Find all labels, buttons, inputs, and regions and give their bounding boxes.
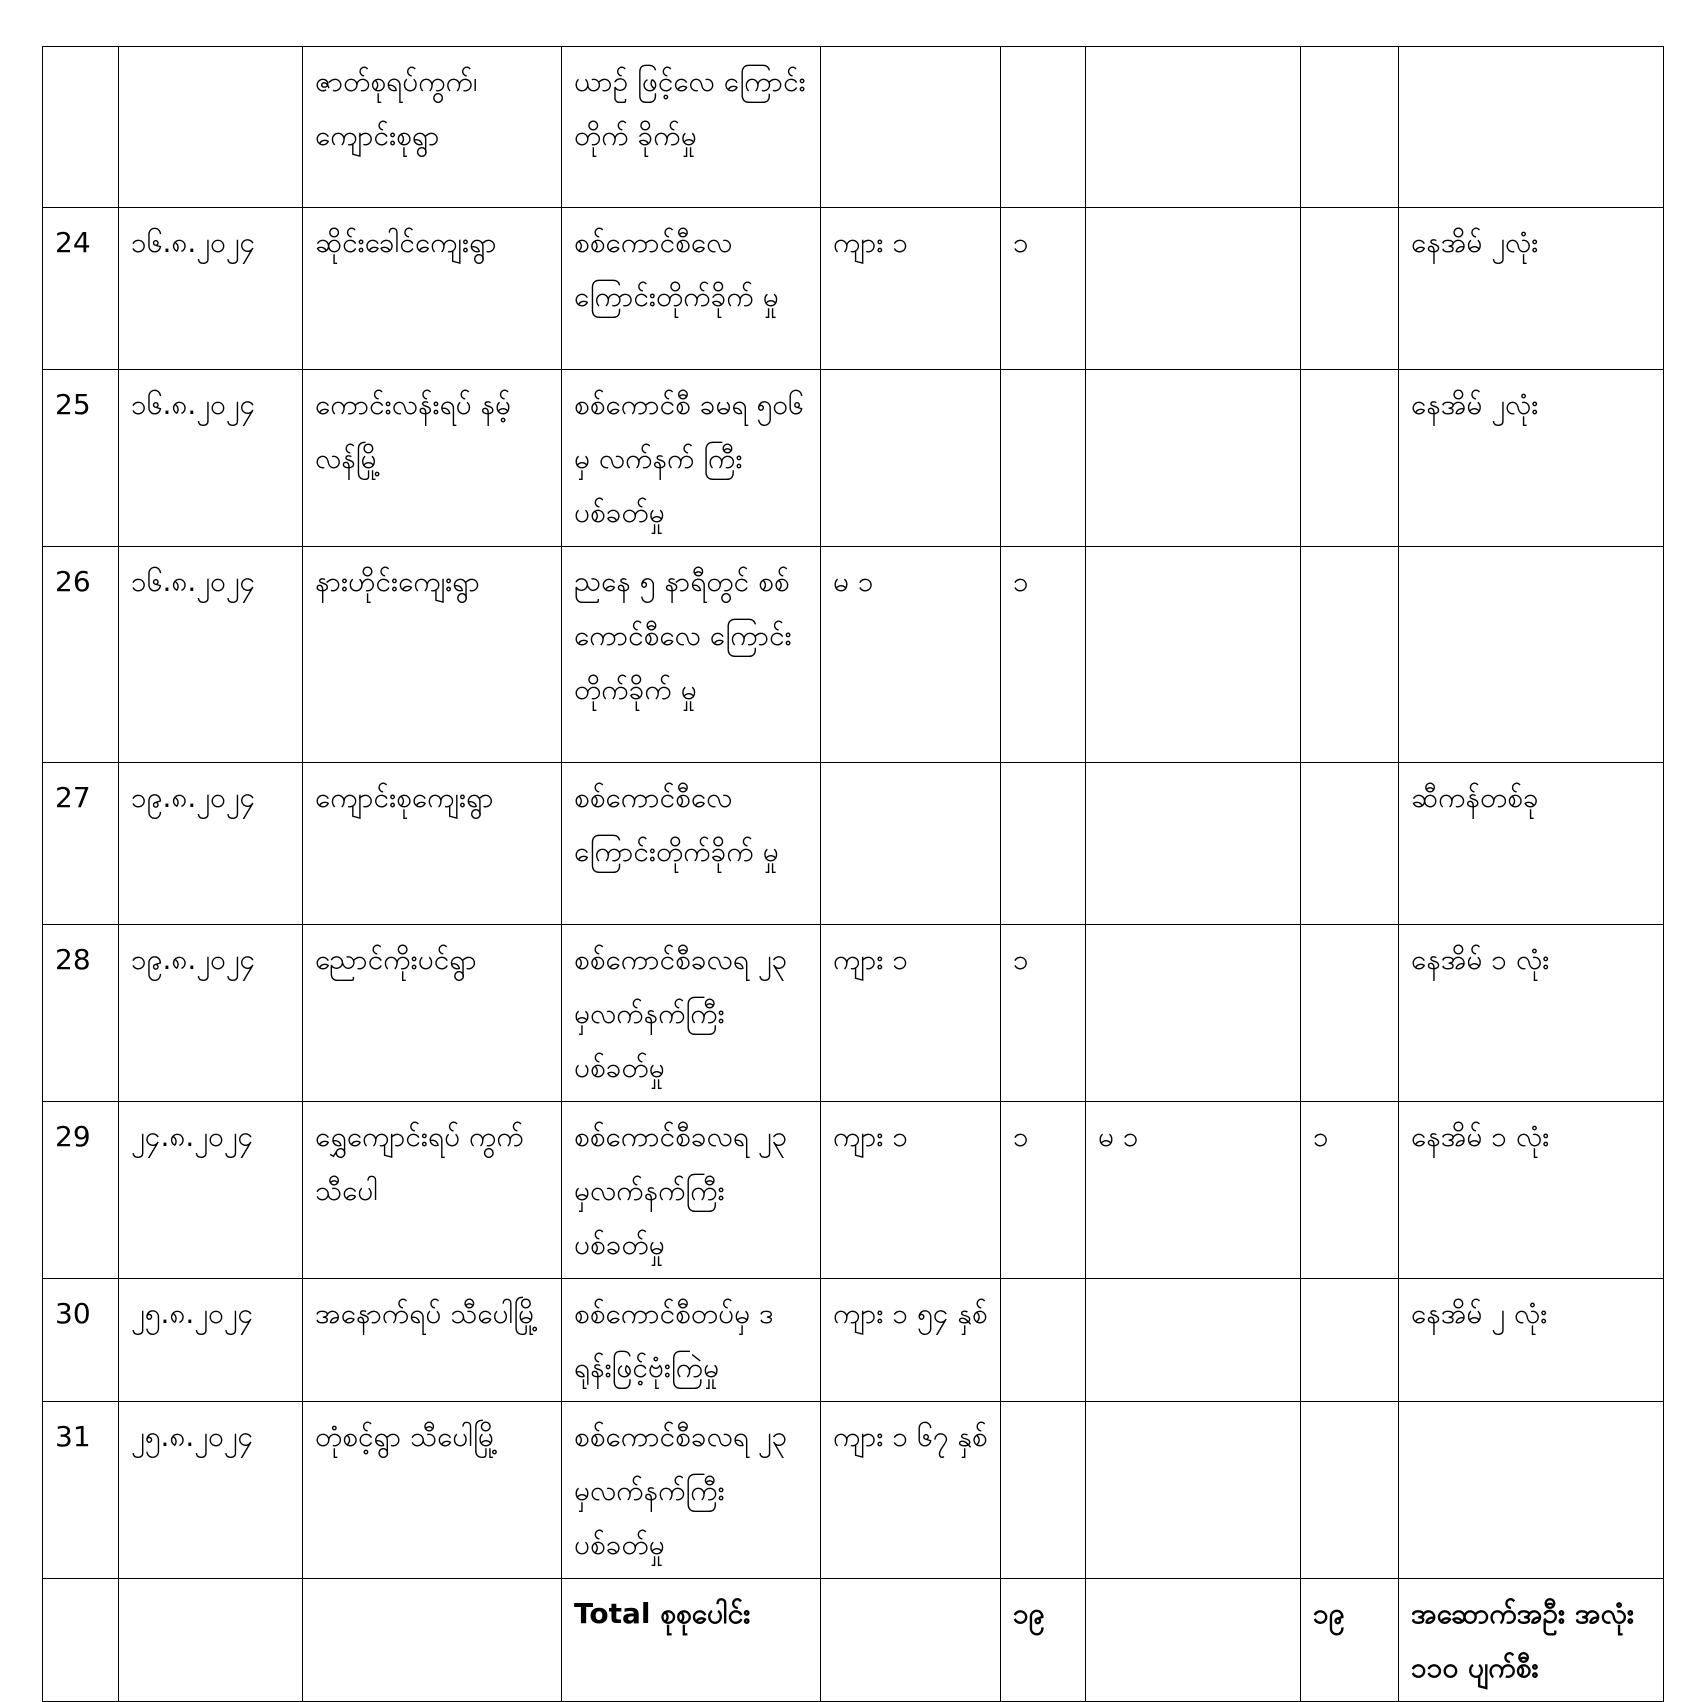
cell-count-a: ၁ <box>1001 547 1086 763</box>
cell-location: ဆိုင်းခေါင်ကျေးရွာ <box>303 208 562 370</box>
cell-injured <box>1086 47 1301 208</box>
cell-casualties: ကျား ၁ ၅၄ နှစ် <box>821 1279 1001 1402</box>
total-count-b: ၁၉ <box>1301 1579 1399 1702</box>
cell-injured <box>1086 208 1301 370</box>
cell-remarks: နေအိမ် ၂ လုံး <box>1399 1279 1664 1402</box>
cell-location: တုံစင့်ရွာ သီပေါမြို့ <box>303 1402 562 1579</box>
cell-casualties <box>821 370 1001 547</box>
cell-date <box>119 47 303 208</box>
total-remarks: အဆောက်အဦး အလုံး ၁၁၀ ပျက်စီး <box>1399 1579 1664 1702</box>
cell-count-b <box>1301 925 1399 1102</box>
cell-count-b <box>1301 763 1399 925</box>
cell-count-a: ၁ <box>1001 1102 1086 1279</box>
cell-injured <box>1086 1402 1301 1579</box>
cell-remarks: နေအိမ် ၁ လုံး <box>1399 1102 1664 1279</box>
total-cell-casualties <box>821 1579 1001 1702</box>
total-row <box>43 1579 1664 1702</box>
cell-casualties: မ ၁ <box>821 547 1001 763</box>
cell-count-a <box>1001 370 1086 547</box>
cell-incident: စစ်ကောင်စီတပ်မှ ဒရုန်းဖြင့်ဗုံးကြဲမှု <box>562 1279 821 1402</box>
cell-count-a <box>1001 1402 1086 1579</box>
cell-injured <box>1086 370 1301 547</box>
total-label: Total စုစုပေါင်း <box>562 1579 821 1702</box>
cell-casualties <box>821 47 1001 208</box>
cell-date: ၁၉.၈.၂၀၂၄ <box>119 925 303 1102</box>
total-cell-date <box>119 1579 303 1702</box>
cell-count-a <box>1001 1279 1086 1402</box>
cell-count-a <box>1001 47 1086 208</box>
cell-count-a: ၁ <box>1001 925 1086 1102</box>
cell-count-a: ၁ <box>1001 208 1086 370</box>
cell-location: ရွှေကျောင်းရပ် ကွက် သီပေါ <box>303 1102 562 1279</box>
table-row <box>43 1102 1664 1279</box>
cell-date: ၂၄.၈.၂၀၂၄ <box>119 1102 303 1279</box>
cell-no: 30 <box>43 1279 119 1402</box>
cell-casualties: ကျား ၁ ၆၇ နှစ် <box>821 1402 1001 1579</box>
cell-incident: ယာဥ် ဖြင့်လေ ကြောင်းတိုက် ခိုက်မှု <box>562 47 821 208</box>
cell-incident: စစ်ကောင်စီခလရ ၂၃ မှလက်နက်ကြီး ပစ်ခတ်မှု <box>562 925 821 1102</box>
cell-date: ၁၆.၈.၂၀၂၄ <box>119 370 303 547</box>
cell-remarks: နေအိမ် ၂လုံး <box>1399 208 1664 370</box>
cell-remarks: နေအိမ် ၂လုံး <box>1399 370 1664 547</box>
cell-injured <box>1086 1279 1301 1402</box>
cell-location: ကောင်းလန်းရပ် နမ့်လန်မြို့ <box>303 370 562 547</box>
cell-injured: မ ၁ <box>1086 1102 1301 1279</box>
cell-casualties <box>821 763 1001 925</box>
cell-remarks <box>1399 47 1664 208</box>
cell-no: 27 <box>43 763 119 925</box>
cell-incident: စစ်ကောင်စီခလရ ၂၃ မှလက်နက်ကြီး ပစ်ခတ်မှု <box>562 1402 821 1579</box>
table-row <box>43 370 1664 547</box>
cell-no: 28 <box>43 925 119 1102</box>
cell-incident: စစ်ကောင်စီခလရ ၂၃ မှလက်နက်ကြီး ပစ်ခတ်မှု <box>562 1102 821 1279</box>
cell-date: ၂၅.၈.၂၀၂၄ <box>119 1402 303 1579</box>
cell-count-b <box>1301 547 1399 763</box>
total-count-a: ၁၉ <box>1001 1579 1086 1702</box>
cell-incident: စစ်ကောင်စီလေ ကြောင်းတိုက်ခိုက် မှု <box>562 763 821 925</box>
cell-injured <box>1086 763 1301 925</box>
cell-no: 26 <box>43 547 119 763</box>
cell-count-b: ၁ <box>1301 1102 1399 1279</box>
cell-remarks: နေအိမ် ၁ လုံး <box>1399 925 1664 1102</box>
cell-count-b <box>1301 47 1399 208</box>
cell-count-b <box>1301 370 1399 547</box>
cell-location: အနောက်ရပ် သီပေါမြို့ <box>303 1279 562 1402</box>
cell-remarks <box>1399 547 1664 763</box>
cell-count-b <box>1301 1402 1399 1579</box>
cell-casualties: ကျား ၁ <box>821 208 1001 370</box>
cell-no: 25 <box>43 370 119 547</box>
cell-location: ဇာတ်စုရပ်ကွက်၊ ကျောင်းစုရွာ <box>303 47 562 208</box>
table-row <box>43 47 1664 208</box>
cell-count-a <box>1001 763 1086 925</box>
cell-remarks <box>1399 1402 1664 1579</box>
table-body <box>43 47 1664 1702</box>
cell-date: ၂၅.၈.၂၀၂၄ <box>119 1279 303 1402</box>
table-row <box>43 763 1664 925</box>
cell-incident: စစ်ကောင်စီ ခမရ ၅၀၆ မှ လက်နက် ကြီးပစ်ခတ်မှု <box>562 370 821 547</box>
cell-location: နားဟိုင်းကျေးရွာ <box>303 547 562 763</box>
table-row <box>43 1279 1664 1402</box>
cell-count-b <box>1301 208 1399 370</box>
total-cell-no <box>43 1579 119 1702</box>
cell-remarks: ဆီကန်တစ်ခု <box>1399 763 1664 925</box>
cell-no: 24 <box>43 208 119 370</box>
table-row <box>43 925 1664 1102</box>
cell-casualties: ကျား ၁ <box>821 925 1001 1102</box>
table-row <box>43 1402 1664 1579</box>
cell-no: 31 <box>43 1402 119 1579</box>
table-row <box>43 208 1664 370</box>
cell-injured <box>1086 925 1301 1102</box>
total-cell-location <box>303 1579 562 1702</box>
cell-location: ကျောင်းစုကျေးရွာ <box>303 763 562 925</box>
cell-casualties: ကျား ၁ <box>821 1102 1001 1279</box>
cell-date: ၁၆.၈.၂၀၂၄ <box>119 208 303 370</box>
total-cell-injured <box>1086 1579 1301 1702</box>
cell-date: ၁၉.၈.၂၀၂၄ <box>119 763 303 925</box>
cell-incident: ညနေ ၅ နာရီတွင် စစ်ကောင်စီလေ ကြောင်းတိုက်ခိုက် မှု <box>562 547 821 763</box>
table-row <box>43 547 1664 763</box>
cell-no <box>43 47 119 208</box>
cell-location: ညောင်ကိုးပင်ရွာ <box>303 925 562 1102</box>
cell-date: ၁၆.၈.၂၀၂၄ <box>119 547 303 763</box>
incident-table <box>42 46 1664 1702</box>
cell-injured <box>1086 547 1301 763</box>
cell-count-b <box>1301 1279 1399 1402</box>
cell-no: 29 <box>43 1102 119 1279</box>
cell-incident: စစ်ကောင်စီလေ ကြောင်းတိုက်ခိုက် မှု <box>562 208 821 370</box>
